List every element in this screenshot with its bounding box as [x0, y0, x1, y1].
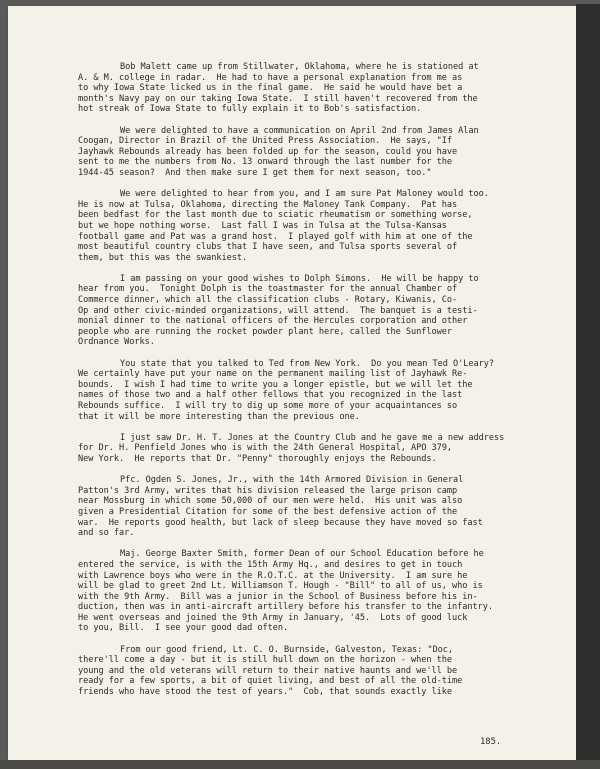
text-line: given a Presidential Citation for some of the best defensive action of the: [78, 506, 458, 517]
scan-edge-bottom: [0, 760, 600, 769]
text-line: football game and Pat was a grand host. I played golf with him at one of the: [78, 231, 473, 242]
text-line: and so far.: [78, 528, 135, 539]
text-line: entered the service, is with the 15th Army Hq., and desires to get in touch: [78, 559, 463, 570]
paragraph: [78, 62, 566, 115]
text-line: New York. He reports that Dr. "Penny" thoroughly enjoys the Rebounds.: [78, 453, 437, 464]
paragraph: [78, 126, 566, 179]
text-line: Rebounds suffice. I will try to dig up some more of your acquaintances so: [78, 401, 458, 411]
text-line: sent to me the numbers from No. 13 onward through the last number for the: [78, 157, 453, 168]
text-line: for Dr. H. Penfield Jones who is with the 24th General Hospital, APO 379,: [78, 443, 453, 454]
text-line: We certainly have put your name on the permanent mailing list of Jayhawk Re-: [78, 369, 468, 380]
text-line: From our good friend, Lt. C. O. Burnside, Galveston, Texas: "Doc,: [120, 644, 454, 655]
text-line: to why Iowa State licked us in the final game. He said he would have bet a: [78, 83, 463, 94]
text-line: We were delighted to have a communication on April 2nd from James Alan: [120, 125, 479, 136]
text-line: 1944-45 season? And then make sure I get them for next season, too.": [78, 167, 432, 178]
text-line: ready for a few sports, a bit of quiet living, and best of all the old-time: [78, 676, 463, 687]
text-line: monial dinner to the national officers of the Hercules corporation and other: [78, 316, 468, 327]
text-line: to you, Bill. I see your good dad often.: [78, 623, 289, 634]
text-line: Maj. George Baxter Smith, former Dean of our School Education before he: [120, 549, 484, 560]
text-line: He went overseas and joined the 9th Army in January, '45. Lots of good luck: [78, 612, 468, 623]
text-line: bounds. I wish I had time to write you a longer epistle, but we will let the: [78, 379, 473, 390]
text-line: with Lawrence boys who were in the R.O.T.C. at the University. I am sure he: [78, 570, 468, 581]
text-line: but we hope nothing worse. Last fall I was in Tulsa at the Tulsa-Kansas: [78, 220, 447, 231]
page-number: 185.: [480, 737, 502, 747]
text-line: people who are running the rocket powder plant here, called the Sunflower: [78, 326, 453, 337]
text-line: You state that you talked to Ted from New York. Do you mean Ted O'Leary?: [120, 358, 495, 369]
text-line: been bedfast for the last month due to sciatic rheumatism or something worse,: [78, 210, 473, 221]
text-line: Coogan, Director in Brazil of the United Press Association. He says, "If: [78, 136, 453, 147]
text-line: hear from you. Tonight Dolph is the toastmaster for the annual Chamber of: [78, 284, 458, 295]
text-line: month's Navy pay on our taking Iowa State. I still haven't recovered from the: [78, 93, 478, 104]
text-line: them, but this was the swankiest.: [78, 252, 248, 263]
text-line: most beautiful country clubs that I have seen, and Tulsa sports several of: [78, 242, 458, 253]
scan-edge-right: [576, 4, 600, 769]
paragraph: [78, 189, 566, 263]
text-line: there'll come a day - but it is still hull down on the horizon - when the: [78, 655, 453, 666]
text-line: with the 9th Army. Bill was a junior in the School of Business before his in-: [78, 591, 478, 602]
paragraph: [78, 274, 566, 348]
text-line: war. He reports good health, but lack of sleep because they have moved so fast: [78, 517, 483, 528]
text-line: Pfc. Ogden S. Jones, Jr., with the 14th Armored Division in General: [120, 475, 464, 486]
text-line: He is now at Tulsa, Oklahoma, directing the Maloney Tank Company. Pat has: [78, 199, 458, 210]
text-line: Op and other civic-minded organizations, will attend. The banquet is a testi-: [78, 305, 478, 316]
text-line: friends who have stood the test of years." Cob, that sounds exactly like: [78, 687, 453, 698]
letter-body: [78, 62, 566, 708]
text-line: Commerce dinner, which all the classification clubs - Rotary, Kiwanis, Co-: [78, 295, 458, 306]
text-line: Patton's 3rd Army, writes that his division released the large prison camp: [78, 485, 458, 496]
text-line: Bob Malett came up from Stillwater, Oklahoma, where he is stationed at: [120, 62, 479, 72]
text-line: I just saw Dr. H. T. Jones at the Country Club and he gave me a new address: [120, 432, 505, 443]
text-line: will be glad to greet 2nd Lt. Williamson T. Hough - "Bill" to all of us, who is: [78, 581, 483, 592]
paragraph: [78, 359, 566, 423]
text-line: We were delighted to hear from you, and I am sure Pat Maloney would too.: [120, 189, 489, 200]
text-line: Ordnance Works.: [78, 337, 155, 348]
text-line: hot streak of Iowa State to fully explain it to Bob's satisfaction.: [78, 104, 422, 115]
text-line: that it will be more interesting than the previous one.: [78, 411, 360, 422]
text-line: duction, then was in anti-aircraft artillery before his transfer to the infantry.: [78, 602, 494, 613]
text-line: I am passing on your good wishes to Dolph Simons. He will be happy to: [120, 273, 479, 284]
paragraph: [78, 549, 566, 634]
text-line: near Mossburg in which some 50,000 of our men were held. His unit was also: [78, 496, 463, 507]
paragraph: [78, 475, 566, 539]
paragraph: [78, 433, 566, 465]
text-line: Jayhawk Rebounds already has been folded up for the season, could you have: [78, 146, 458, 157]
text-line: A. & M. college in radar. He had to have a personal explanation from me as: [78, 72, 463, 83]
text-line: names of those two and a half other fellows that you recognized in the last: [78, 390, 463, 401]
text-line: young and the old veterans will return to their native haunts and we'll be: [78, 665, 458, 676]
paragraph: [78, 645, 566, 698]
